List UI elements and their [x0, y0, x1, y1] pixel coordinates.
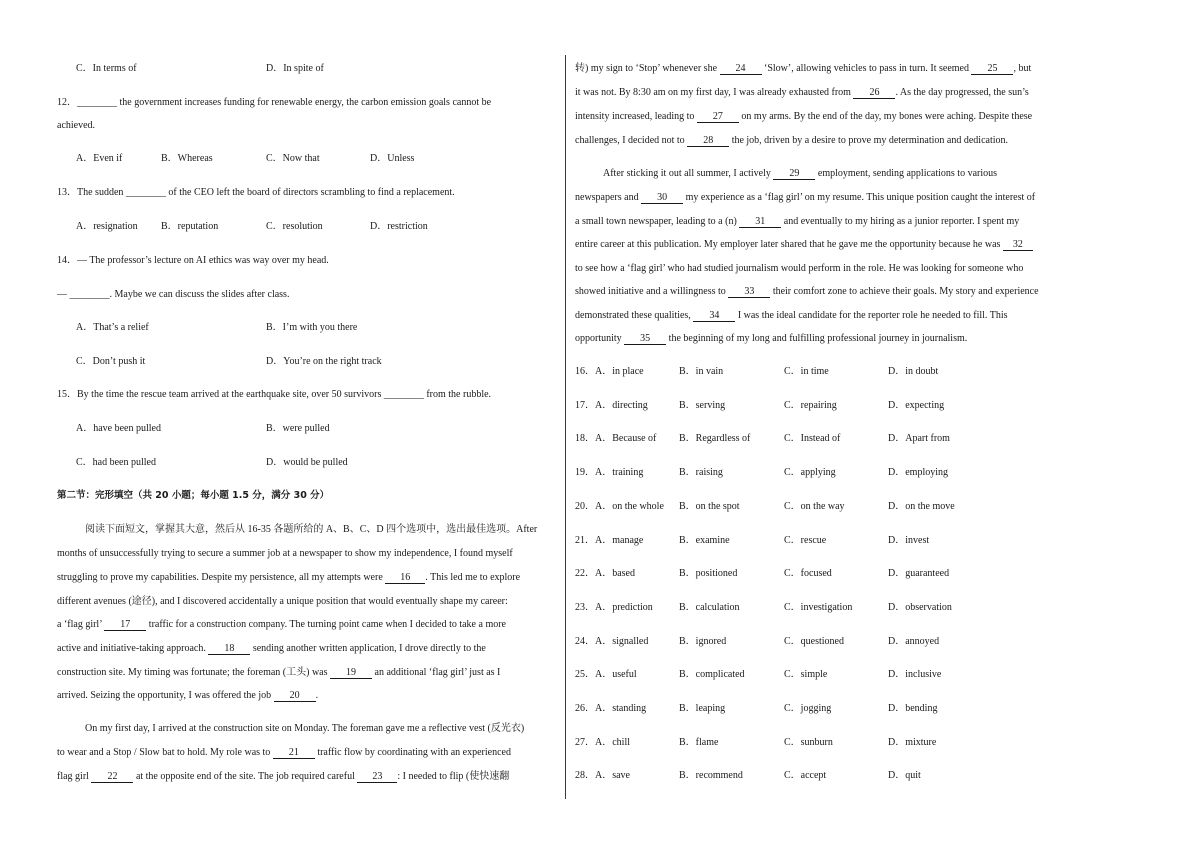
passage-line — [575, 239, 1033, 251]
q12-blank: ________ — [77, 97, 117, 108]
q13-text-pre: 13．The sudden — [57, 187, 126, 198]
passage-text: , but — [1013, 63, 1032, 74]
passage-line — [575, 111, 1032, 123]
q12-stem — [57, 97, 491, 109]
blank-32: 32 — [1003, 240, 1033, 251]
passage-text: newspapers and — [575, 192, 642, 203]
option-b: B．serving — [679, 400, 726, 411]
option-d: D．mixture — [888, 737, 937, 748]
q13-stem — [57, 187, 455, 199]
option-a: 25．A．useful — [575, 669, 637, 680]
option-b: B．complicated — [679, 669, 745, 680]
q15-stem — [57, 389, 491, 401]
passage-text: at the opposite end of the site. The job required careful — [133, 771, 358, 782]
option-a: 24．A．signalled — [575, 636, 649, 647]
passage-text: . — [315, 690, 319, 701]
blank-24: 24 — [720, 64, 762, 75]
option-c: C．questioned — [784, 636, 844, 647]
section-title: 第二节：完形填空（共 20 小题；每小题 1.5 分，满分 30 分） — [57, 490, 330, 501]
q14-option-a: A．That’s a relief — [76, 322, 149, 333]
passage-line: months of unsuccessfully trying to secure a summer job at a newspaper to show my independence, I found myself — [57, 548, 513, 559]
passage-line — [57, 690, 318, 702]
q13-option-d: D．restriction — [370, 221, 428, 232]
passage-text: : I needed to flip (使快速翻 — [397, 771, 510, 782]
option-b: B．ignored — [679, 636, 727, 647]
passage-text: intensity increased, leading to — [575, 111, 697, 122]
q15-option-a: A．have been pulled — [76, 423, 161, 434]
q13-option-c: C．resolution — [266, 221, 323, 232]
passage-text: and eventually to my hiring as a junior reporter. I spent my — [781, 216, 1020, 227]
passage-text: 转) my sign to ‘Stop’ whenever she — [575, 63, 720, 74]
passage-text: on my arms. By the end of the day, my bones were aching. Despite these — [738, 111, 1033, 122]
option-c: C．investigation — [784, 602, 853, 613]
passage-line — [575, 286, 1039, 298]
passage-line — [603, 168, 997, 180]
option-c: C．sunburn — [784, 737, 833, 748]
q13-option-b: B．reputation — [161, 221, 219, 232]
option-a: 21．A．manage — [575, 535, 644, 546]
option-b: B．on the spot — [679, 501, 740, 512]
q14-response — [57, 289, 289, 301]
q15-option-d: D．would be pulled — [266, 457, 348, 468]
q14-dash: — — [57, 289, 70, 300]
passage-text: to wear and a Stop / Slow bat to hold. My role was to — [57, 747, 273, 758]
blank-26: 26 — [853, 88, 895, 99]
option-a: 18．A．Because of — [575, 433, 657, 444]
option-d: D．employing — [888, 467, 948, 478]
q11-option-d: D．In spite of — [266, 63, 324, 74]
q12-number: 12． — [57, 97, 77, 108]
option-c: C．repairing — [784, 400, 837, 411]
passage-text: . This led me to explore — [425, 572, 521, 583]
option-d: D．invest — [888, 535, 930, 546]
blank-16: 16 — [385, 573, 425, 584]
option-c: C．on the way — [784, 501, 845, 512]
passage-text: my experience as a ‘flag girl’ on my resume. This unique position caught the interest of — [683, 192, 1036, 203]
option-a: 16．A．in place — [575, 366, 644, 377]
passage-line — [575, 192, 1035, 204]
passage-line — [575, 63, 1031, 75]
blank-19: 19 — [330, 668, 372, 679]
option-b: B．in vain — [679, 366, 724, 377]
option-b: B．recommend — [679, 770, 743, 781]
blank-34: 34 — [693, 311, 735, 322]
passage-text: sending another written application, I drove directly to the — [250, 643, 486, 654]
passage-text: demonstrated these qualities, — [575, 310, 694, 321]
passage-line — [57, 619, 506, 631]
passage-line — [57, 771, 509, 783]
passage-line — [575, 310, 1008, 322]
passage-line — [57, 643, 486, 655]
passage-text: it was not. By 8:30 am on my first day, I was already exhausted from — [575, 87, 854, 98]
passage-text: the job, driven by a desire to prove my determination and dedication. — [729, 135, 1008, 146]
option-b: B．leaping — [679, 703, 726, 714]
option-c: C．accept — [784, 770, 827, 781]
option-a: 17．A．directing — [575, 400, 648, 411]
passage-text: After sticking it out all summer, I actively — [603, 168, 774, 179]
passage-text: showed initiative and a willingness to — [575, 286, 729, 297]
passage-text: challenges, I decided not to — [575, 135, 688, 146]
passage-line — [575, 135, 1008, 147]
blank-33: 33 — [728, 287, 770, 298]
passage-text: I was the ideal candidate for the reporter role he needed to fill. This — [735, 310, 1008, 321]
passage-line — [575, 87, 1029, 99]
q14-option-b: B．I’m with you there — [266, 322, 358, 333]
passage-text: a ‘flag girl’ — [57, 619, 105, 630]
option-a: 27．A．chill — [575, 737, 630, 748]
passage-text: flag girl — [57, 771, 92, 782]
passage-text: . As the day progressed, the sun’s — [895, 87, 1029, 98]
option-b: B．Regardless of — [679, 433, 751, 444]
passage-line: On my first day, I arrived at the construction site on Monday. The foreman gave me a reflective vest (反光衣) — [85, 723, 525, 734]
passage-line — [57, 572, 520, 584]
passage-text: traffic flow by coordinating with an experienced — [314, 747, 511, 758]
passage-line — [575, 333, 967, 345]
option-b: B．raising — [679, 467, 723, 478]
q13-text-post: of the CEO left the board of directors scrambling to find a replacement. — [165, 187, 455, 198]
q12-option-d: D．Unless — [370, 153, 415, 164]
option-c: C．jogging — [784, 703, 832, 714]
blank-31: 31 — [739, 217, 781, 228]
option-b: B．calculation — [679, 602, 740, 613]
q14-blank: ________ — [69, 289, 110, 300]
option-d: D．quit — [888, 770, 921, 781]
q13-blank: ________ — [125, 187, 166, 198]
passage-line: to see how a ‘flag girl’ who had studied journalism would perform in the role. He was looking for someone who — [575, 263, 1024, 274]
passage-line: different avenues (途径), and I discovered accidentally a unique position that would eventually shape my career: — [57, 596, 508, 607]
q15-text-pre: 15．By the time the rescue team arrived at the earthquake site, over 50 survivors — [57, 389, 384, 400]
blank-23: 23 — [357, 772, 397, 783]
blank-29: 29 — [773, 169, 815, 180]
option-d: D．annoyed — [888, 636, 940, 647]
option-b: B．positioned — [679, 568, 738, 579]
option-d: D．guaranteed — [888, 568, 950, 579]
q14-option-c: C．Don’t push it — [76, 356, 146, 367]
passage-line — [57, 667, 500, 679]
passage-text: ‘Slow’, allowing vehicles to pass in turn. It seemed — [761, 63, 972, 74]
option-d: D．inclusive — [888, 669, 942, 680]
q12-stem-cont: achieved. — [57, 120, 96, 131]
q14-option-d: D．You’re on the right track — [266, 356, 382, 367]
passage-line — [575, 216, 1019, 228]
q15-option-c: C．had been pulled — [76, 457, 156, 468]
blank-35: 35 — [624, 334, 666, 345]
passage-text: opportunity — [575, 333, 625, 344]
q12-option-b: B．Whereas — [161, 153, 213, 164]
option-c: C．rescue — [784, 535, 827, 546]
option-c: C．applying — [784, 467, 836, 478]
passage-instruction: 阅读下面短文，掌握其大意，然后从 16-35 各题所给的 A、B、C、D 四个选项中，选出最佳选项。After — [85, 524, 538, 535]
option-a: 28．A．save — [575, 770, 630, 781]
q14-stem: 14．— The professor’s lecture on AI ethics was way over my head. — [57, 255, 329, 266]
passage-text: traffic for a construction company. The turning point came when I decided to take a more — [146, 619, 506, 630]
option-a: 19．A．training — [575, 467, 644, 478]
q12-text: the government increases funding for renewable energy, the carbon emission goals cannot be — [117, 97, 492, 108]
passage-text: an additional ‘flag girl’ just as I — [372, 667, 501, 678]
blank-18: 18 — [208, 644, 250, 655]
passage-text: a small town newspaper, leading to a (n) — [575, 216, 740, 227]
passage-text: arrived. Seizing the opportunity, I was offered the job — [57, 690, 274, 701]
q13-option-a: A．resignation — [76, 221, 138, 232]
passage-text: struggling to prove my capabilities. Despite my persistence, all my attempts were — [57, 572, 386, 583]
option-c: C．Instead of — [784, 433, 841, 444]
passage-text: their comfort zone to achieve their goals. My story and experience — [770, 286, 1039, 297]
blank-17: 17 — [104, 620, 146, 631]
column-divider — [565, 55, 566, 799]
option-c: C．simple — [784, 669, 828, 680]
option-d: D．Apart from — [888, 433, 950, 444]
q14-text-post: . Maybe we can discuss the slides after class. — [109, 289, 290, 300]
option-d: D．bending — [888, 703, 938, 714]
passage-text: employment, sending applications to various — [815, 168, 998, 179]
option-a: 22．A．based — [575, 568, 635, 579]
q12-option-a: A．Even if — [76, 153, 123, 164]
q15-blank: ________ — [383, 389, 424, 400]
passage-text: active and initiative-taking approach. — [57, 643, 209, 654]
option-d: D．on the move — [888, 501, 955, 512]
blank-21: 21 — [273, 748, 315, 759]
option-d: D．in doubt — [888, 366, 939, 377]
passage-text: the beginning of my long and fulfilling professional journey in journalism. — [666, 333, 968, 344]
option-b: B．flame — [679, 737, 719, 748]
blank-20: 20 — [274, 691, 316, 702]
option-a: 20．A．on the whole — [575, 501, 664, 512]
blank-22: 22 — [91, 772, 133, 783]
option-a: 26．A．standing — [575, 703, 647, 714]
option-c: C．focused — [784, 568, 832, 579]
option-d: D．expecting — [888, 400, 945, 411]
blank-28: 28 — [687, 136, 729, 147]
passage-line — [57, 747, 511, 759]
blank-25: 25 — [971, 64, 1013, 75]
option-c: C．in time — [784, 366, 829, 377]
option-d: D．observation — [888, 602, 952, 613]
passage-text: entire career at this publication. My employer later shared that he gave me the opportunity because he was — [575, 239, 1003, 250]
blank-30: 30 — [641, 193, 683, 204]
blank-27: 27 — [697, 112, 739, 123]
passage-text: construction site. My timing was fortunate; the foreman (工头) was — [57, 667, 330, 678]
q15-text-post: from the rubble. — [423, 389, 492, 400]
q12-option-c: C．Now that — [266, 153, 320, 164]
option-b: B．examine — [679, 535, 730, 546]
q11-option-c: C．In terms of — [76, 63, 137, 74]
option-a: 23．A．prediction — [575, 602, 653, 613]
q15-option-b: B．were pulled — [266, 423, 330, 434]
